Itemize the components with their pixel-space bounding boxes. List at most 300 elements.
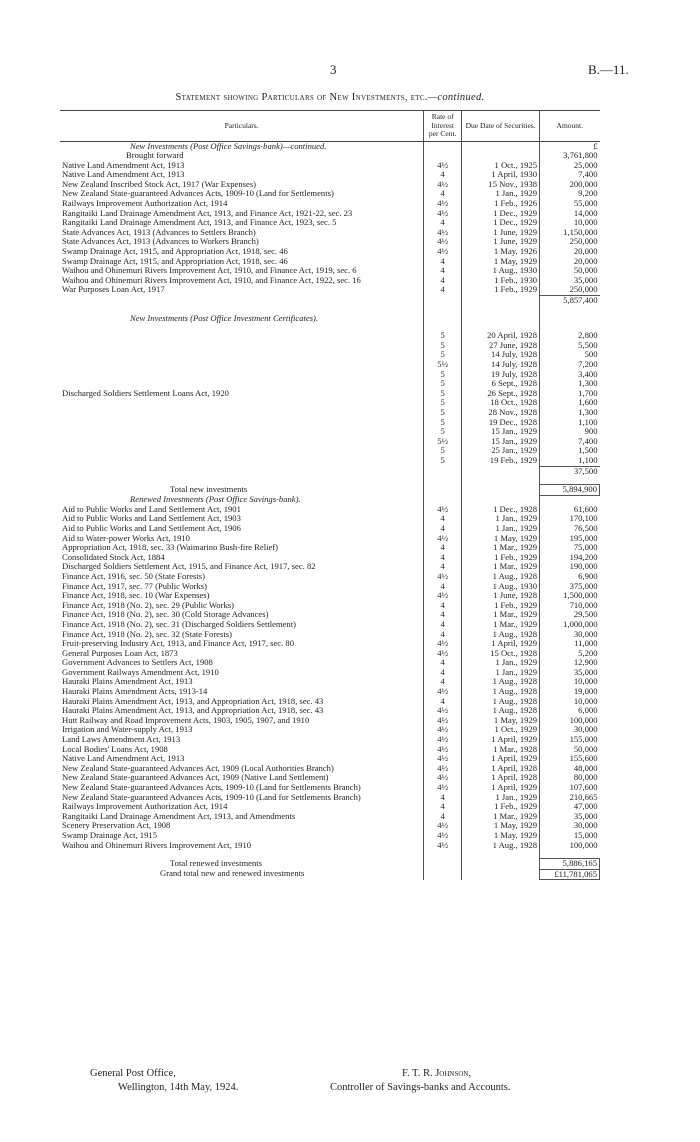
amount-cell: 100,000 bbox=[540, 841, 600, 851]
due-date-cell: 1 Dec., 1929 bbox=[462, 209, 540, 219]
rate-cell: 5 bbox=[424, 379, 462, 389]
table-row bbox=[60, 285, 600, 295]
particulars-cell: Hauraki Plains Amendment Act, 1913, and Appropriation Act, 1918, sec. 43 bbox=[62, 706, 324, 716]
amount-cell: 35,000 bbox=[540, 668, 600, 678]
table-row bbox=[60, 610, 600, 620]
table-row bbox=[60, 418, 600, 428]
title-text: Statement showing Particulars of New Investments, etc. bbox=[175, 92, 428, 103]
table-header bbox=[60, 111, 600, 142]
due-date-cell: 1 April, 1929 bbox=[462, 754, 540, 764]
spacer bbox=[462, 466, 540, 476]
col-rate: Rate of Interest per Cent. bbox=[424, 111, 462, 142]
table-row bbox=[60, 831, 600, 841]
table-row bbox=[60, 437, 600, 447]
rate-cell: 4 bbox=[424, 630, 462, 640]
particulars-cell: War Purposes Loan Act, 1917 bbox=[62, 285, 165, 295]
amount-cell: 1,300 bbox=[540, 408, 600, 418]
spacer bbox=[424, 323, 462, 331]
currency-symbol: £ bbox=[540, 141, 600, 151]
particulars-cell: Finance Act, 1916, sec. 50 (State Forests) bbox=[62, 571, 205, 581]
due-date-cell: 1 Aug., 1928 bbox=[462, 630, 540, 640]
particulars-cell bbox=[60, 437, 424, 447]
amount-cell: 20,000 bbox=[540, 247, 600, 257]
particulars-cell: Hauraki Plains Amendment Act, 1913, and Appropriation Act, 1918, sec. 43 bbox=[62, 696, 324, 706]
rate-cell: 4 bbox=[424, 601, 462, 611]
place-date: Wellington, 14th May, 1924. bbox=[118, 1082, 239, 1093]
signatory-name: F. T. R. Johnson, bbox=[402, 1068, 472, 1079]
table-row bbox=[60, 427, 600, 437]
amount-cell: 50,000 bbox=[540, 266, 600, 276]
amount-cell: 25,000 bbox=[540, 161, 600, 171]
particulars-cell: Waihou and Ohinemuri Rivers Improvement Act, 1910, and Finance Act, 1919, sec. 6 bbox=[62, 266, 357, 276]
due-date-cell: 1 April, 1929 bbox=[462, 735, 540, 745]
amount-cell: 76,500 bbox=[540, 524, 600, 534]
signature-right bbox=[330, 1067, 511, 1095]
subtotal-row bbox=[60, 466, 600, 476]
table-row bbox=[60, 639, 600, 649]
particulars-cell: Waihou and Ohinemuri Rivers Improvement Act, 1910, and Finance Act, 1922, sec. 16 bbox=[62, 275, 361, 285]
spacer bbox=[462, 323, 540, 331]
total-renewed-row bbox=[60, 859, 600, 870]
due-date-cell: 1 Jan., 1929 bbox=[462, 668, 540, 678]
particulars-cell: Government Advances to Settlers Act, 1908 bbox=[62, 658, 213, 668]
particulars-cell: Consolidated Stock Act, 1884 bbox=[62, 552, 165, 562]
table-row bbox=[60, 553, 600, 563]
particulars-cell bbox=[60, 370, 424, 380]
amount-cell: 1,600 bbox=[540, 398, 600, 408]
due-date-cell: 14 July, 1928 bbox=[462, 360, 540, 370]
particulars-cell bbox=[60, 427, 424, 437]
due-date-cell: 1 Mar., 1929 bbox=[462, 610, 540, 620]
rate-cell: 4½ bbox=[424, 745, 462, 755]
due-date-cell: 25 Jan., 1929 bbox=[462, 446, 540, 456]
due-date-cell: 1 Feb., 1926 bbox=[462, 199, 540, 209]
table-row bbox=[60, 582, 600, 592]
due-cell bbox=[462, 495, 540, 505]
total-new-row bbox=[60, 485, 600, 496]
due-date-cell: 1 May, 1929 bbox=[462, 716, 540, 726]
rate-cell: 5 bbox=[424, 427, 462, 437]
office-name: General Post Office, bbox=[90, 1068, 176, 1079]
table-row bbox=[60, 793, 600, 803]
particulars-cell: New Zealand State-guaranteed Advances Acts, 1909-10 (Land for Settlements) bbox=[62, 189, 334, 199]
investments-table bbox=[60, 110, 600, 880]
amount-cell: 10,000 bbox=[540, 697, 600, 707]
rate-cell: 5 bbox=[424, 398, 462, 408]
grand-total-row bbox=[60, 869, 600, 880]
rate-cell bbox=[424, 151, 462, 161]
brought-forward-label: Brought forward bbox=[126, 151, 184, 161]
spacer bbox=[60, 323, 424, 331]
particulars-cell: Aid to Public Works and Land Settlement Act, 1906 bbox=[62, 523, 241, 533]
due-date-cell: 1 Aug., 1928 bbox=[462, 572, 540, 582]
rate-cell: 5 bbox=[424, 446, 462, 456]
due-date-cell: 1 April, 1928 bbox=[462, 773, 540, 783]
spacer bbox=[462, 869, 540, 880]
particulars-cell: Aid to Public Works and Land Settlement Act, 1903 bbox=[62, 514, 241, 524]
due-date-cell: 19 Dec., 1928 bbox=[462, 418, 540, 428]
amount-cell: 75,000 bbox=[540, 543, 600, 553]
rate-cell: 4½ bbox=[424, 572, 462, 582]
due-date-cell: 1 June, 1929 bbox=[462, 228, 540, 238]
amount-cell: 80,000 bbox=[540, 773, 600, 783]
rate-cell: 5 bbox=[424, 418, 462, 428]
rate-cell bbox=[424, 141, 462, 151]
spacer-row bbox=[60, 476, 600, 485]
certificates-act-label: Discharged Soldiers Settlement Loans Act, 1920 bbox=[62, 388, 229, 398]
rate-cell: 4½ bbox=[424, 773, 462, 783]
rate-cell: 4½ bbox=[424, 209, 462, 219]
amount-cell: 48,000 bbox=[540, 764, 600, 774]
rate-cell: 4 bbox=[424, 218, 462, 228]
amount-cell: 12,900 bbox=[540, 658, 600, 668]
due-date-cell: 1 Mar., 1929 bbox=[462, 543, 540, 553]
table-row bbox=[60, 350, 600, 360]
due-date-cell: 14 July, 1928 bbox=[462, 350, 540, 360]
particulars-cell: Rangitaiki Land Drainage Amendment Act, 1913, and Amendments bbox=[62, 811, 296, 821]
rate-cell: 4 bbox=[424, 582, 462, 592]
table-row bbox=[60, 446, 600, 456]
table-row bbox=[60, 745, 600, 755]
table-row bbox=[60, 331, 600, 341]
amount-cell: 6,900 bbox=[540, 572, 600, 582]
due-date-cell: 1 May, 1929 bbox=[462, 534, 540, 544]
rate-cell: 4 bbox=[424, 697, 462, 707]
amount-cell: 11,000 bbox=[540, 639, 600, 649]
particulars-cell: Native Land Amendment Act, 1913 bbox=[62, 754, 185, 764]
rate-cell bbox=[424, 495, 462, 505]
subtotal-amount: 37,500 bbox=[540, 466, 600, 476]
due-date-cell: 15 Jan., 1929 bbox=[462, 437, 540, 447]
total-renewed-label: Total renewed investments bbox=[170, 858, 262, 868]
particulars-cell: Land Laws Amendment Act, 1913 bbox=[62, 735, 181, 745]
amount-cell: 5,200 bbox=[540, 649, 600, 659]
table-row bbox=[60, 687, 600, 697]
spacer-row bbox=[60, 306, 600, 314]
particulars-cell: Railways Improvement Authorization Act, 1914 bbox=[62, 802, 228, 812]
table-row bbox=[60, 620, 600, 630]
table-row bbox=[60, 276, 600, 286]
spacer bbox=[462, 859, 540, 870]
due-date-cell: 1 Feb., 1929 bbox=[462, 802, 540, 812]
particulars-cell: New Zealand State-guaranteed Advances Acts, 1909-10 (Land for Settlements Branch) bbox=[62, 792, 361, 802]
due-cell bbox=[462, 141, 540, 151]
amount-cell: 7,200 bbox=[540, 360, 600, 370]
spacer bbox=[424, 869, 462, 880]
due-date-cell: 1 April, 1929 bbox=[462, 783, 540, 793]
spacer-row bbox=[60, 323, 600, 331]
table-row bbox=[60, 237, 600, 247]
particulars-cell: Hauraki Plains Amendment Acts, 1913-14 bbox=[62, 687, 208, 697]
table-row bbox=[60, 754, 600, 764]
rate-cell: 4 bbox=[424, 562, 462, 572]
spacer bbox=[424, 296, 462, 306]
amount-cell: 155,600 bbox=[540, 754, 600, 764]
table-row bbox=[60, 360, 600, 370]
rate-cell: 4 bbox=[424, 266, 462, 276]
table-row bbox=[60, 389, 600, 399]
amount-cell: 195,000 bbox=[540, 534, 600, 544]
rate-cell: 4½ bbox=[424, 725, 462, 735]
particulars-cell: Discharged Soldiers Settlement Act, 1915, and Finance Act, 1917, sec. 82 bbox=[62, 562, 316, 572]
particulars-cell: Railways Improvement Authorization Act, 1914 bbox=[62, 199, 228, 209]
rate-cell: 4 bbox=[424, 285, 462, 295]
table-row bbox=[60, 821, 600, 831]
table-row bbox=[60, 802, 600, 812]
rate-cell: 5½ bbox=[424, 437, 462, 447]
amount-cell: 194,200 bbox=[540, 553, 600, 563]
amount-cell: 50,000 bbox=[540, 745, 600, 755]
particulars-cell: Government Railways Amendment Act, 1910 bbox=[62, 667, 219, 677]
due-date-cell: 26 Sept., 1928 bbox=[462, 389, 540, 399]
section-heading bbox=[60, 495, 600, 505]
rate-cell: 4½ bbox=[424, 783, 462, 793]
amount-cell: 500 bbox=[540, 350, 600, 360]
rate-cell: 4½ bbox=[424, 649, 462, 659]
due-date-cell: 1 April, 1928 bbox=[462, 764, 540, 774]
due-date-cell: 1 Feb., 1929 bbox=[462, 285, 540, 295]
table-row bbox=[60, 218, 600, 228]
grand-total-label: Grand total new and renewed investments bbox=[160, 869, 305, 879]
due-date-cell: 18 Oct., 1928 bbox=[462, 398, 540, 408]
due-date-cell: 15 Jan., 1929 bbox=[462, 427, 540, 437]
amount-cell: 9,200 bbox=[540, 189, 600, 199]
particulars-cell: Appropriation Act, 1918, sec. 33 (Waimarino Bush-fire Relief) bbox=[62, 543, 279, 553]
due-date-cell: 1 June, 1928 bbox=[462, 591, 540, 601]
particulars-cell bbox=[60, 408, 424, 418]
particulars-cell: Native Land Amendment Act, 1913 bbox=[62, 170, 185, 180]
due-date-cell: 6 Sept., 1928 bbox=[462, 379, 540, 389]
particulars-cell bbox=[60, 360, 424, 370]
table-row bbox=[60, 341, 600, 351]
table-row bbox=[60, 543, 600, 553]
particulars-cell: Swamp Drainage Act, 1915, and Appropriation Act, 1918, sec. 46 bbox=[62, 247, 288, 257]
subtotal-row bbox=[60, 296, 600, 306]
amount-cell: 1,700 bbox=[540, 389, 600, 399]
due-date-cell: 1 Aug., 1928 bbox=[462, 697, 540, 707]
table-row bbox=[60, 534, 600, 544]
table-row bbox=[60, 228, 600, 238]
table-row bbox=[60, 180, 600, 190]
due-date-cell: 1 Aug., 1928 bbox=[462, 706, 540, 716]
spacer bbox=[60, 296, 424, 306]
amount-cell: 10,000 bbox=[540, 218, 600, 228]
table-row bbox=[60, 812, 600, 822]
brought-forward-row bbox=[60, 151, 600, 161]
due-date-cell: 1 Jan., 1929 bbox=[462, 524, 540, 534]
rate-cell: 5½ bbox=[424, 360, 462, 370]
particulars-cell: Finance Act, 1918 (No. 2), sec. 32 (State Forests) bbox=[62, 629, 232, 639]
table-row bbox=[60, 706, 600, 716]
particulars-cell bbox=[60, 456, 424, 466]
due-date-cell: 28 Nov., 1928 bbox=[462, 408, 540, 418]
particulars-cell bbox=[60, 379, 424, 389]
due-date-cell: 20 April, 1928 bbox=[462, 331, 540, 341]
table-row bbox=[60, 209, 600, 219]
amount-cell bbox=[540, 314, 600, 324]
amount-cell: 200,000 bbox=[540, 180, 600, 190]
due-date-cell: 19 July, 1928 bbox=[462, 370, 540, 380]
rate-cell: 4 bbox=[424, 514, 462, 524]
spacer bbox=[424, 466, 462, 476]
total-renewed-amount: 5,886,165 bbox=[540, 859, 600, 870]
rate-cell: 4½ bbox=[424, 764, 462, 774]
amount-cell: 2,800 bbox=[540, 331, 600, 341]
rate-cell: 5 bbox=[424, 456, 462, 466]
table-row bbox=[60, 370, 600, 380]
spacer bbox=[60, 306, 424, 314]
particulars-cell: Finance Act, 1918 (No. 2), sec. 29 (Public Works) bbox=[62, 600, 234, 610]
table-row bbox=[60, 773, 600, 783]
spacer bbox=[424, 850, 462, 859]
page-number: 3 bbox=[330, 62, 337, 77]
particulars-cell: Native Land Amendment Act, 1913 bbox=[62, 160, 185, 170]
amount-cell: 155,000 bbox=[540, 735, 600, 745]
due-cell bbox=[462, 151, 540, 161]
table-row bbox=[60, 189, 600, 199]
spacer bbox=[424, 485, 462, 496]
rate-cell: 5 bbox=[424, 331, 462, 341]
table-row bbox=[60, 161, 600, 171]
due-date-cell: 1 Feb., 1929 bbox=[462, 553, 540, 563]
due-cell bbox=[462, 314, 540, 324]
brought-forward-amount: 3,761,800 bbox=[540, 151, 600, 161]
grand-total-amount: £11,781,065 bbox=[540, 869, 600, 880]
amount-cell: 7,400 bbox=[540, 437, 600, 447]
spacer bbox=[462, 306, 540, 314]
table-row bbox=[60, 677, 600, 687]
particulars-cell: Finance Act, 1918, sec. 10 (War Expenses) bbox=[62, 591, 210, 601]
due-date-cell: 15 Oct., 1928 bbox=[462, 649, 540, 659]
amount-cell: 1,150,000 bbox=[540, 228, 600, 238]
amount-cell: 190,000 bbox=[540, 562, 600, 572]
due-date-cell: 1 Aug., 1930 bbox=[462, 266, 540, 276]
table-row bbox=[60, 398, 600, 408]
particulars-cell: Swamp Drainage Act, 1915, and Appropriation Act, 1918, sec. 46 bbox=[62, 256, 288, 266]
due-date-cell: 1 Aug., 1928 bbox=[462, 687, 540, 697]
rate-cell: 4 bbox=[424, 276, 462, 286]
particulars-cell bbox=[60, 446, 424, 456]
amount-cell: 1,100 bbox=[540, 418, 600, 428]
table-row bbox=[60, 591, 600, 601]
table-row bbox=[60, 697, 600, 707]
col-amount: Amount. bbox=[540, 111, 600, 142]
rate-cell: 4 bbox=[424, 170, 462, 180]
rate-cell: 5 bbox=[424, 389, 462, 399]
rate-cell: 4 bbox=[424, 658, 462, 668]
particulars-cell: Irrigation and Water-supply Act, 1913 bbox=[62, 725, 193, 735]
amount-cell: 375,000 bbox=[540, 582, 600, 592]
spacer bbox=[60, 466, 424, 476]
rate-cell bbox=[424, 314, 462, 324]
amount-cell: 1,100 bbox=[540, 456, 600, 466]
particulars-cell bbox=[60, 350, 424, 360]
table-row bbox=[60, 764, 600, 774]
particulars-cell: Finance Act, 1918 (No. 2), sec. 31 (Discharged Soldiers Settlement) bbox=[62, 619, 296, 629]
particulars-cell: New Zealand State-guaranteed Advances Act, 1909 (Native Land Settlement) bbox=[62, 773, 329, 783]
table-row bbox=[60, 841, 600, 851]
section-heading bbox=[60, 141, 600, 151]
rate-cell: 4 bbox=[424, 524, 462, 534]
amount-cell: 15,000 bbox=[540, 831, 600, 841]
amount-cell: 55,000 bbox=[540, 199, 600, 209]
rate-cell: 4½ bbox=[424, 754, 462, 764]
particulars-cell: Finance Act, 1917, sec. 77 (Public Works) bbox=[62, 581, 207, 591]
rate-cell: 4½ bbox=[424, 161, 462, 171]
section-heading-text: New Investments (Post Office Investment Certificates). bbox=[130, 313, 319, 323]
section-heading-text: New Investments (Post Office Savings-bank)—continued. bbox=[130, 141, 327, 151]
spacer bbox=[424, 306, 462, 314]
rate-cell: 4½ bbox=[424, 735, 462, 745]
due-date-cell: 1 April, 1930 bbox=[462, 170, 540, 180]
spacer bbox=[462, 476, 540, 485]
rate-cell: 5 bbox=[424, 370, 462, 380]
table-row bbox=[60, 524, 600, 534]
rate-cell: 4½ bbox=[424, 831, 462, 841]
rate-cell: 5 bbox=[424, 350, 462, 360]
spacer bbox=[424, 859, 462, 870]
col-particulars: Particulars. bbox=[60, 111, 424, 142]
table-row bbox=[60, 247, 600, 257]
rate-cell: 5 bbox=[424, 408, 462, 418]
rate-cell: 4 bbox=[424, 812, 462, 822]
spacer bbox=[462, 850, 540, 859]
due-date-cell: 1 Aug., 1928 bbox=[462, 677, 540, 687]
table-row bbox=[60, 562, 600, 572]
due-date-cell: 1 Dec., 1929 bbox=[462, 218, 540, 228]
due-date-cell: 15 Nov., 1938 bbox=[462, 180, 540, 190]
particulars-cell: Aid to Public Works and Land Settlement Act, 1901 bbox=[62, 504, 241, 514]
amount-cell: 5,500 bbox=[540, 341, 600, 351]
rate-cell: 4 bbox=[424, 257, 462, 267]
table-row bbox=[60, 505, 600, 515]
amount-cell: 170,100 bbox=[540, 514, 600, 524]
particulars-cell: Fruit-preserving Industry Act, 1913, and Finance Act, 1917, sec. 80 bbox=[62, 639, 294, 649]
due-date-cell: 1 Jan., 1929 bbox=[462, 514, 540, 524]
particulars-cell: Rangitaiki Land Drainage Amendment Act, 1913, and Finance Act, 1923, sec. 5 bbox=[62, 218, 337, 228]
particulars-cell: State Advances Act, 1913 (Advances to Settlers Branch) bbox=[62, 227, 256, 237]
rate-cell: 4½ bbox=[424, 505, 462, 515]
rate-cell: 4½ bbox=[424, 639, 462, 649]
table-row bbox=[60, 199, 600, 209]
title-continued: —continued. bbox=[427, 92, 485, 103]
table-row bbox=[60, 668, 600, 678]
table-row bbox=[60, 735, 600, 745]
spacer bbox=[60, 476, 424, 485]
rate-cell: 4½ bbox=[424, 706, 462, 716]
due-date-cell: 1 Oct., 1929 bbox=[462, 725, 540, 735]
spacer-row bbox=[60, 850, 600, 859]
rate-cell: 4½ bbox=[424, 180, 462, 190]
amount-cell bbox=[540, 495, 600, 505]
due-date-cell: 1 Feb., 1930 bbox=[462, 276, 540, 286]
table-row bbox=[60, 170, 600, 180]
due-date-cell: 1 Aug., 1928 bbox=[462, 841, 540, 851]
amount-cell: 20,000 bbox=[540, 257, 600, 267]
particulars-cell bbox=[60, 331, 424, 341]
due-date-cell: 1 May, 1929 bbox=[462, 821, 540, 831]
spacer bbox=[462, 296, 540, 306]
due-date-cell: 1 Mar., 1929 bbox=[462, 562, 540, 572]
amount-cell: 19,000 bbox=[540, 687, 600, 697]
rate-cell: 4 bbox=[424, 610, 462, 620]
spacer bbox=[540, 850, 600, 859]
due-date-cell: 1 Jan., 1929 bbox=[462, 189, 540, 199]
amount-cell: 710,000 bbox=[540, 601, 600, 611]
total-new-label: Total new investments bbox=[170, 484, 248, 494]
particulars-cell bbox=[60, 398, 424, 408]
particulars-cell: Scenery Preservation Act, 1908 bbox=[62, 821, 171, 831]
